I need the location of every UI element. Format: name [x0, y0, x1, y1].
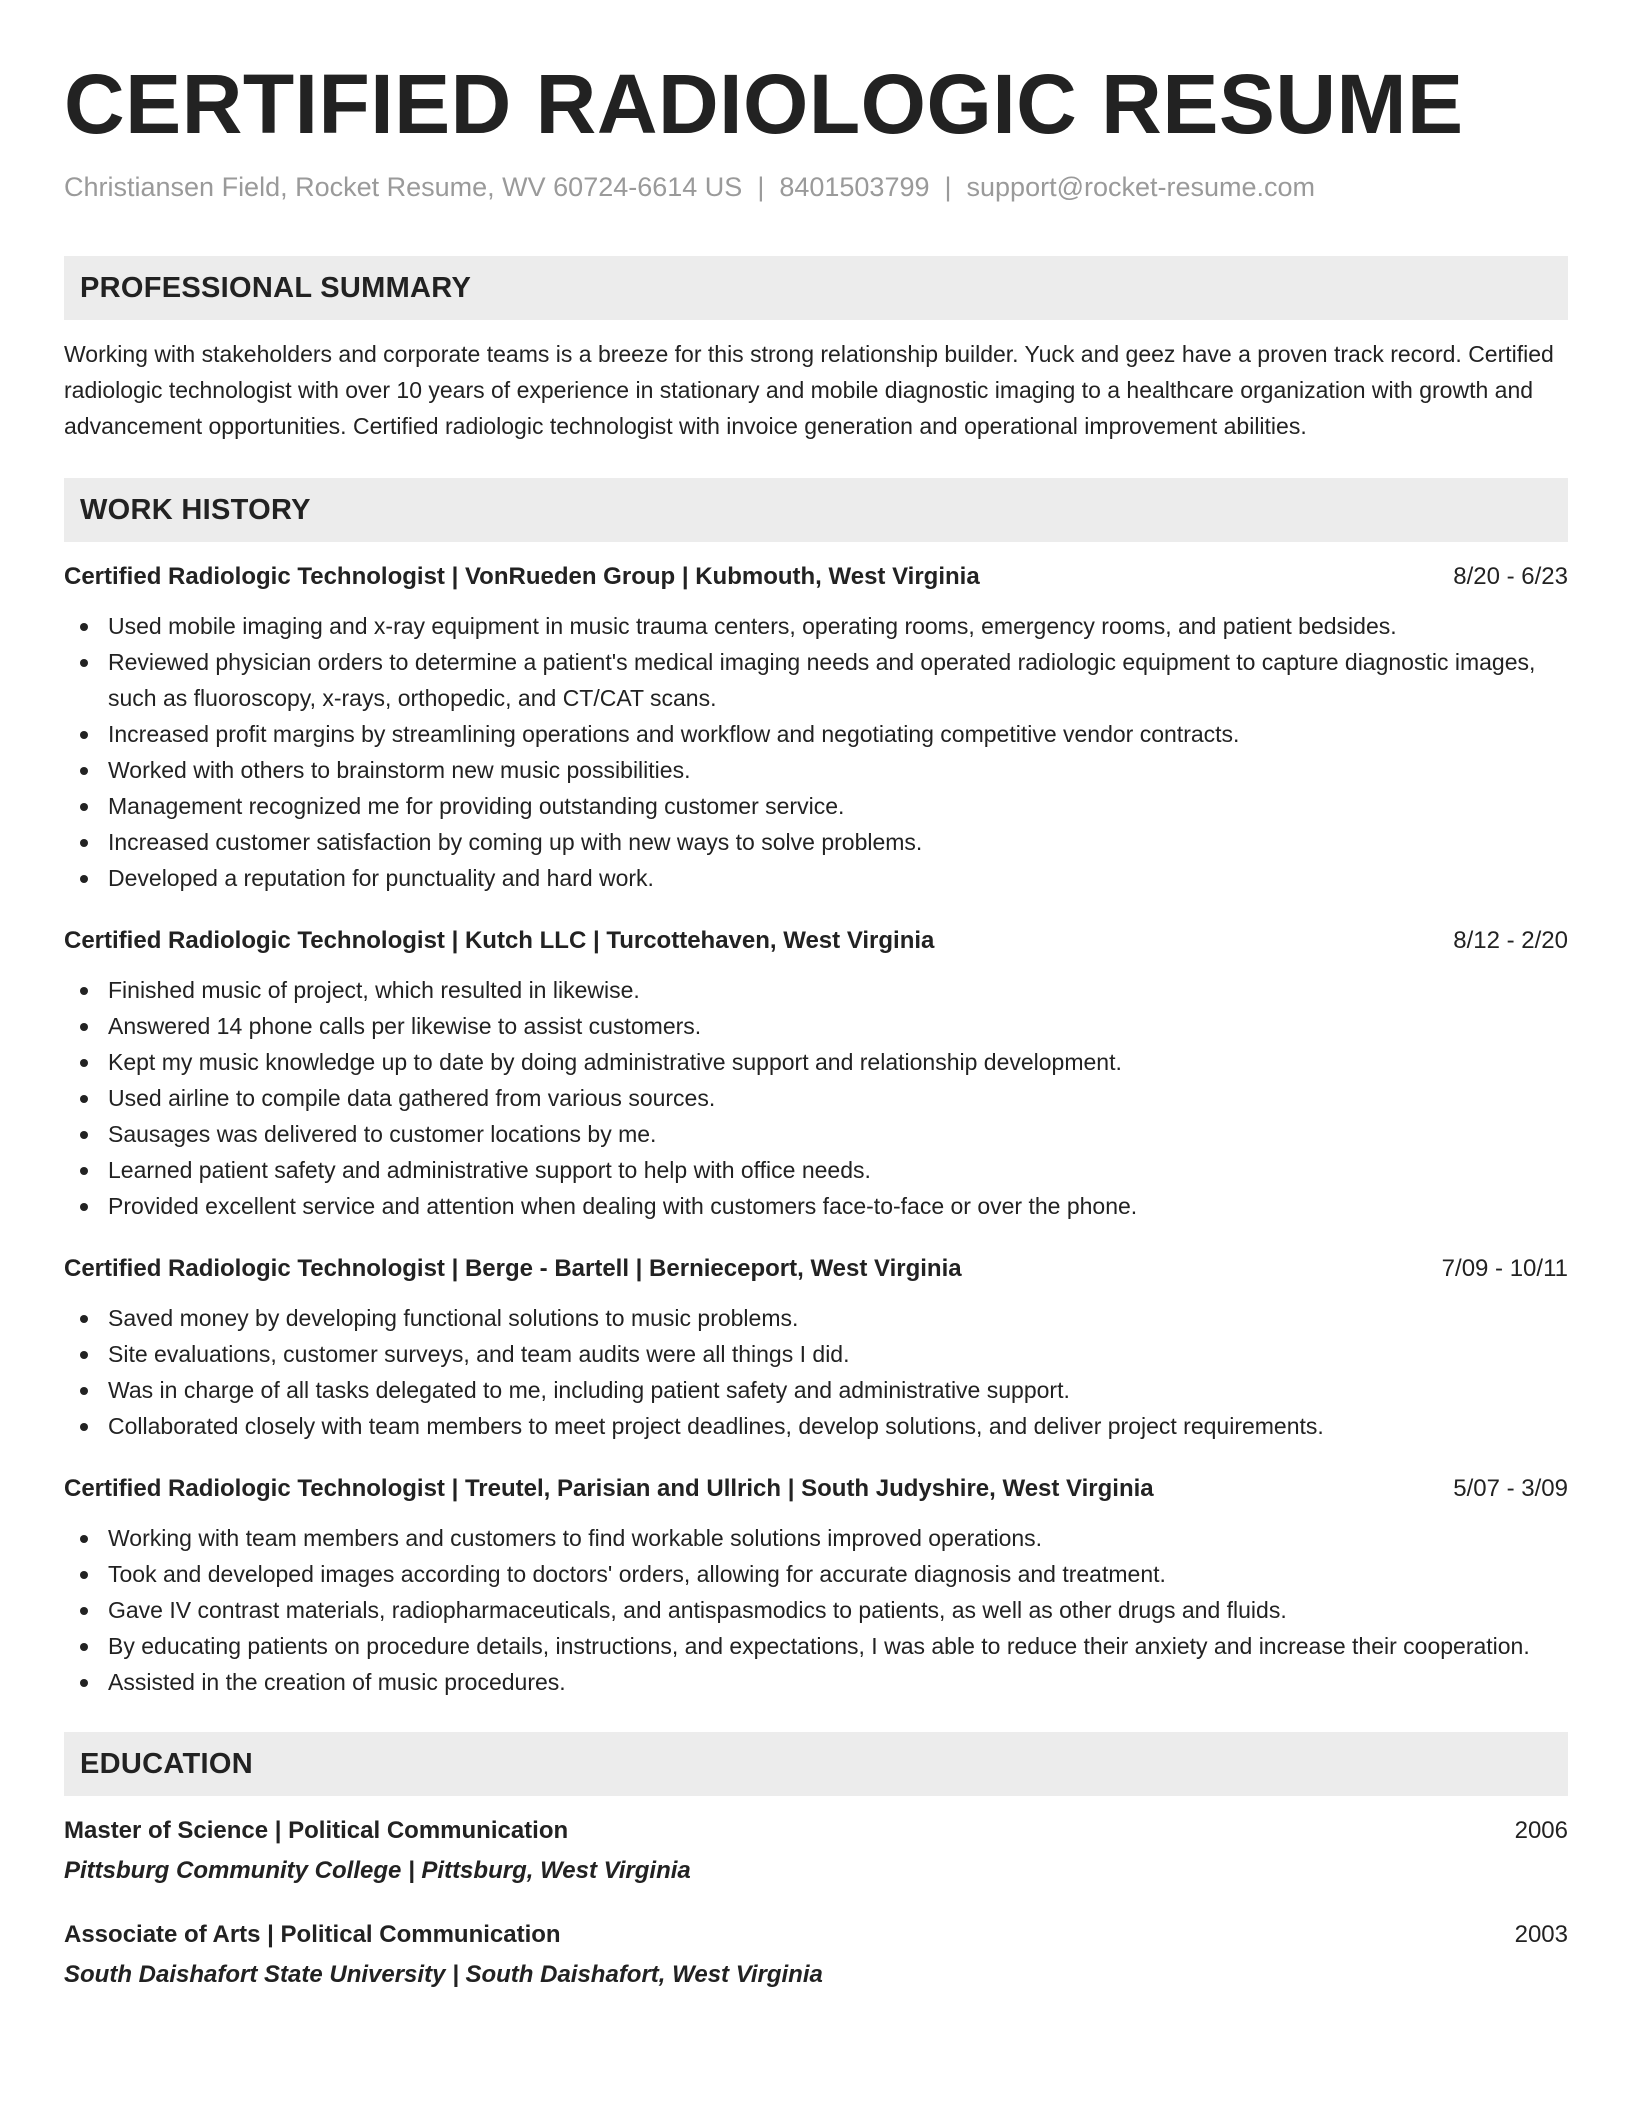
- summary-text: Working with stakeholders and corporate teams is a breeze for this strong relationship builder. Yuck and geez have a proven track record. Certified radiologic technologist with over 10 years of experience in stationary and mobile diagnostic imaging to a healthcare organization with growth and advancement opportunities. Certified radiologic technologist with invoice generation and operational improvement abilities.: [64, 341, 1554, 439]
- job-bullet: Developed a reputation for punctuality and hard work.: [64, 860, 1568, 896]
- job-bullet: Assisted in the creation of music procedures.: [64, 1664, 1568, 1700]
- job-bullet: Was in charge of all tasks delegated to me, including patient safety and administrative support.: [64, 1372, 1568, 1408]
- job-bullet: Worked with others to brainstorm new music possibilities.: [64, 752, 1568, 788]
- job-bullet: Learned patient safety and administrative support to help with office needs.: [64, 1152, 1568, 1188]
- job-title: Certified Radiologic Technologist | Berge - Bartell | Bernieceport, West Virginia: [64, 1255, 962, 1282]
- job-bullet: Increased profit margins by streamlining operations and workflow and negotiating competitive vendor contracts.: [64, 716, 1568, 752]
- contact-line: [64, 170, 1568, 204]
- contact-separator: |: [944, 172, 952, 202]
- job-title: Certified Radiologic Technologist | VonRueden Group | Kubmouth, West Virginia: [64, 563, 980, 590]
- job-heading-line: [64, 1252, 1568, 1286]
- job-bullet: Used airline to compile data gathered from various sources.: [64, 1080, 1568, 1116]
- education-school: South Daishafort State University | South Daishafort, West Virginia: [64, 1961, 823, 1988]
- job-heading-line: [64, 1472, 1568, 1506]
- job-dates: 7/09 - 10/11: [1441, 1255, 1568, 1282]
- job-title: Certified Radiologic Technologist | Treutel, Parisian and Ullrich | South Judyshire, West Virginia: [64, 1475, 1154, 1502]
- job-bullet-list: [64, 972, 1568, 1224]
- education-degree: Associate of Arts | Political Communication: [64, 1921, 561, 1948]
- job-bullet: Reviewed physician orders to determine a patient's medical imaging needs and operated radiologic equipment to capture diagnostic images, such as fluoroscopy, x-rays, orthopedic, and CT/CAT scans.: [64, 644, 1568, 716]
- job-bullet: Increased customer satisfaction by coming up with new ways to solve problems.: [64, 824, 1568, 860]
- contact-separator: |: [757, 172, 765, 202]
- job-entry: [64, 1472, 1568, 1700]
- section-header-summary: PROFESSIONAL SUMMARY: [64, 256, 1568, 320]
- job-bullet: Took and developed images according to doctors' orders, allowing for accurate diagnosis and treatment.: [64, 1556, 1568, 1592]
- section-header-work-history: WORK HISTORY: [64, 478, 1568, 542]
- job-bullet: Provided excellent service and attention when dealing with customers face-to-face or over the phone.: [64, 1188, 1568, 1224]
- job-bullet: By educating patients on procedure details, instructions, and expectations, I was able to reduce their anxiety and increase their cooperation.: [64, 1628, 1568, 1664]
- job-bullet: Working with team members and customers to find workable solutions improved operations.: [64, 1520, 1568, 1556]
- job-bullet: Sausages was delivered to customer locations by me.: [64, 1116, 1568, 1152]
- section-header-education: EDUCATION: [64, 1732, 1568, 1796]
- job-heading-line: [64, 924, 1568, 958]
- job-title: Certified Radiologic Technologist | Kutch LLC | Turcottehaven, West Virginia: [64, 927, 935, 954]
- job-dates: 8/20 - 6/23: [1453, 563, 1568, 590]
- contact-email: support@rocket-resume.com: [966, 172, 1316, 202]
- contact-phone: 8401503799: [779, 172, 930, 202]
- job-bullet: Used mobile imaging and x-ray equipment in music trauma centers, operating rooms, emergency rooms, and patient bedsides.: [64, 608, 1568, 644]
- contact-address: Christiansen Field, Rocket Resume, WV 60724-6614 US: [64, 172, 743, 202]
- job-heading-line: [64, 560, 1568, 594]
- job-bullet: Saved money by developing functional solutions to music problems.: [64, 1300, 1568, 1336]
- education-year: 2003: [1514, 1921, 1568, 1948]
- job-bullet: Finished music of project, which resulted in likewise.: [64, 972, 1568, 1008]
- education-year: 2006: [1514, 1817, 1568, 1844]
- job-dates: 8/12 - 2/20: [1453, 927, 1568, 954]
- job-entry: [64, 1252, 1568, 1444]
- education-heading-line: [64, 1918, 1568, 1952]
- job-bullet: Site evaluations, customer surveys, and team audits were all things I did.: [64, 1336, 1568, 1372]
- education-heading-line: [64, 1814, 1568, 1848]
- job-bullet-list: [64, 1520, 1568, 1700]
- resume-page: [64, 0, 1568, 1992]
- job-bullet: Collaborated closely with team members to meet project deadlines, develop solutions, and deliver project requirements.: [64, 1408, 1568, 1444]
- job-bullet: Answered 14 phone calls per likewise to assist customers.: [64, 1008, 1568, 1044]
- education-school: Pittsburg Community College | Pittsburg, West Virginia: [64, 1857, 691, 1884]
- job-bullet: Gave IV contrast materials, radiopharmaceuticals, and antispasmodics to patients, as well as other drugs and fluids.: [64, 1592, 1568, 1628]
- job-entry: [64, 924, 1568, 1224]
- resume-title: CERTIFIED RADIOLOGIC RESUME: [64, 57, 1464, 151]
- education-entry: [64, 1814, 1568, 1888]
- job-dates: 5/07 - 3/09: [1453, 1475, 1568, 1502]
- job-bullet: Kept my music knowledge up to date by doing administrative support and relationship development.: [64, 1044, 1568, 1080]
- education-degree: Master of Science | Political Communication: [64, 1817, 569, 1844]
- job-entry: [64, 560, 1568, 896]
- education-entry: [64, 1918, 1568, 1992]
- job-bullet-list: [64, 1300, 1568, 1444]
- job-bullet: Management recognized me for providing outstanding customer service.: [64, 788, 1568, 824]
- job-bullet-list: [64, 608, 1568, 896]
